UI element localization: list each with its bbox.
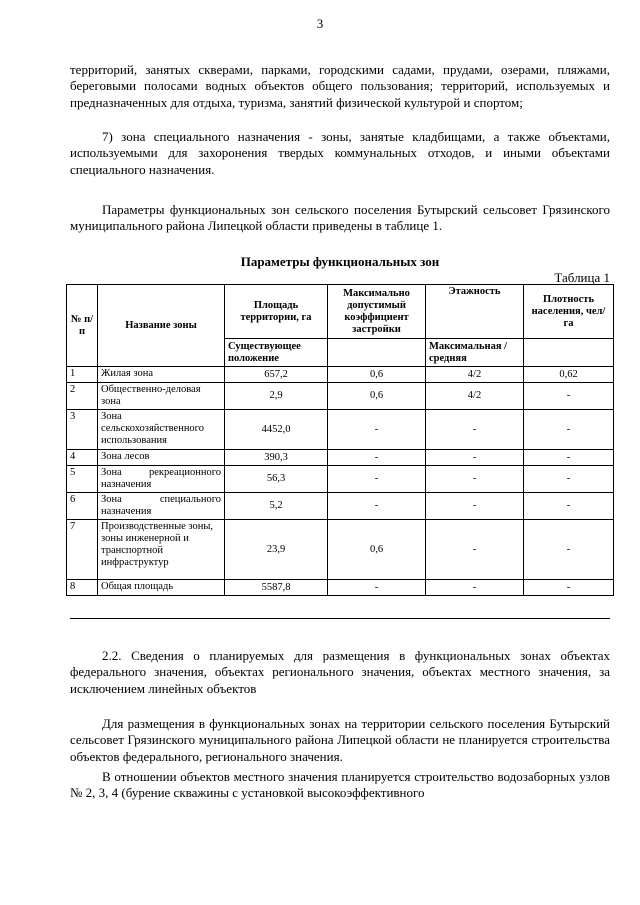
row-zone-name: Жилая зона <box>98 367 225 383</box>
row-area: 56,3 <box>225 466 328 493</box>
row-density: - <box>524 520 614 580</box>
row-zone-name: Общественно-деловая зона <box>98 383 225 410</box>
row-area: 5,2 <box>225 493 328 520</box>
row-area: 390,3 <box>225 450 328 466</box>
row-num: 5 <box>67 466 98 493</box>
row-density: - <box>524 466 614 493</box>
row-coef: - <box>328 450 426 466</box>
row-num: 2 <box>67 383 98 410</box>
table-row <box>67 520 614 580</box>
row-zone-name: Зона специального назначения <box>98 493 225 520</box>
paragraph-recreation-continued: территорий, занятых скверами, парками, городскими садами, прудами, озерами, пляжами, береговыми полосами водных объектов общего пользования; территорий, используемых и предназначенных для отдыха, туризма, занятий физической культурой и спортом; <box>70 62 610 110</box>
row-coef: 0,6 <box>328 367 426 383</box>
header-coef: Максимально допустимый коэффициент застройки <box>328 285 426 339</box>
row-floors: - <box>426 450 524 466</box>
table-row <box>67 580 614 596</box>
row-density: - <box>524 580 614 596</box>
header-area: Площадь территории, га <box>225 285 328 339</box>
header-floors: Этажность <box>426 285 524 339</box>
table-row <box>67 410 614 450</box>
row-floors: - <box>426 466 524 493</box>
row-zone-name: Зона лесов <box>98 450 225 466</box>
row-num: 4 <box>67 450 98 466</box>
row-area: 4452,0 <box>225 410 328 450</box>
row-coef: - <box>328 580 426 596</box>
header-name: Название зоны <box>98 285 225 367</box>
table-row <box>67 383 614 410</box>
row-zone-name: Общая площадь <box>98 580 225 596</box>
row-coef: 0,6 <box>328 520 426 580</box>
subheader-coef-empty <box>328 339 426 367</box>
header-density: Плотность населения, чел/га <box>524 285 614 339</box>
table-row <box>67 367 614 383</box>
row-density: - <box>524 410 614 450</box>
row-num: 6 <box>67 493 98 520</box>
row-area: 657,2 <box>225 367 328 383</box>
row-coef: 0,6 <box>328 383 426 410</box>
row-zone-name: Зона сельскохозяйственного использования <box>98 410 225 450</box>
table-caption: Таблица 1 <box>554 270 610 285</box>
row-num: 3 <box>67 410 98 450</box>
header-num: № п/п <box>67 285 98 367</box>
row-floors: - <box>426 580 524 596</box>
row-num: 1 <box>67 367 98 383</box>
table-row <box>67 493 614 520</box>
section-2-2-heading: 2.2. Сведения о планируемых для размещения в функциональных зонах объектах федерального значения, объектах регионального значения, объектах местного значения, за исключением линейных объектов <box>70 648 610 696</box>
row-coef: - <box>328 466 426 493</box>
row-num: 7 <box>67 520 98 580</box>
row-floors: 4/2 <box>426 367 524 383</box>
row-density: - <box>524 450 614 466</box>
table-row <box>67 466 614 493</box>
row-area: 5587,8 <box>225 580 328 596</box>
zone-parameters-table <box>66 284 614 596</box>
table-row <box>67 450 614 466</box>
subheader-floors: Максимальная /средняя <box>426 339 524 367</box>
subheader-density-empty <box>524 339 614 367</box>
row-floors: - <box>426 493 524 520</box>
row-floors: 4/2 <box>426 383 524 410</box>
row-coef: - <box>328 493 426 520</box>
paragraph-local-objects: В отношении объектов местного значения планируется строительство водозаборных узлов № 2, 3, 4 (бурение скважины с установкой высокоэффективного <box>70 769 610 801</box>
row-zone-name: Производственные зоны, зоны инженерной и транспортной инфраструктур <box>98 520 225 580</box>
page-number: 3 <box>316 16 324 31</box>
row-area: 2,9 <box>225 383 328 410</box>
row-density: - <box>524 383 614 410</box>
row-density: 0,62 <box>524 367 614 383</box>
row-floors: - <box>426 520 524 580</box>
table-header-row <box>67 285 614 339</box>
row-area: 23,9 <box>225 520 328 580</box>
subheader-area: Существующее положение <box>225 339 328 367</box>
row-coef: - <box>328 410 426 450</box>
row-density: - <box>524 493 614 520</box>
paragraph-table-intro: Параметры функциональных зон сельского поселения Бутырский сельсовет Грязинского муниципального района Липецкой области приведены в таблице 1. <box>70 202 610 234</box>
row-num: 8 <box>67 580 98 596</box>
paragraph-special-zone: 7) зона специального назначения - зоны, занятые кладбищами, а также объектами, используемыми для захоронения твердых коммунальных отходов, и иными объектами специального назначения. <box>70 129 610 177</box>
row-zone-name: Зона рекреационного назначения <box>98 466 225 493</box>
row-floors: - <box>426 410 524 450</box>
paragraph-no-federal-objects: Для размещения в функциональных зонах на территории сельского поселения Бутырский сельсовет Грязинского муниципального района Липецкой области не планируется строительства объектов федерального, регионального значения. <box>70 716 610 764</box>
table-title: Параметры функциональных зон <box>240 254 440 269</box>
section-divider <box>70 618 610 619</box>
